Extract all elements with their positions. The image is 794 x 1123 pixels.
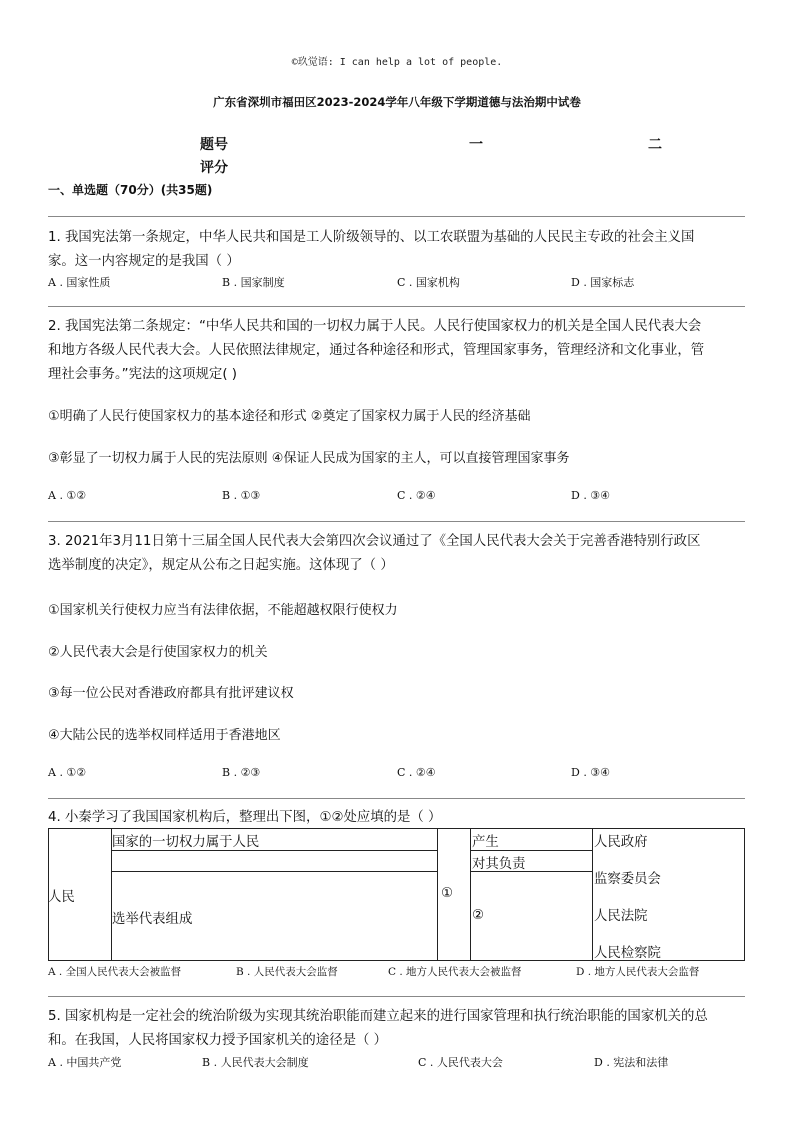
question-5-line-2: 和。在我国，人民将国家权力授予国家机关的途径是（ ）: [48, 1033, 388, 1048]
score-col-2: 二: [648, 137, 662, 153]
q5-option-c[interactable]: C . 人民代表大会: [418, 1056, 503, 1069]
diagram-divider: [111, 871, 438, 872]
q2-option-b[interactable]: B . ①③: [222, 489, 261, 502]
question-3-line-1: 3. 2021年3月11日第十三届全国人民代表大会第四次会议通过了《全国人民代表大会关于完善香港特别行政区: [48, 534, 701, 549]
diagram-responsible: 对其负责: [472, 857, 526, 872]
question-5-line-1: 5. 国家机构是一定社会的统治阶级为实现其统治职能而建立起来的进行国家管理和执行统治职能的国家机关的总: [48, 1009, 708, 1024]
q3-statement-2: ②人民代表大会是行使国家权力的机关: [48, 645, 268, 660]
question-1-line-2: 家。这一内容规定的是我国（ ）: [48, 254, 240, 269]
q4-option-a[interactable]: A . 全国人民代表大会被监督: [48, 966, 182, 978]
page-title: 广东省深圳市福田区2023-2024学年八年级下学期道德与法治期中试卷: [213, 95, 581, 109]
question-2-line-1: 2. 我国宪法第二条规定：“中华人民共和国的一切权力属于人民。人民行使国家权力的机关是全国人民代表大会: [48, 319, 702, 334]
q1-option-b[interactable]: B . 国家制度: [222, 276, 285, 289]
divider: [48, 306, 745, 307]
q3-option-b[interactable]: B . ②③: [222, 766, 261, 779]
divider: [48, 996, 745, 997]
diagram-produce: 产生: [472, 835, 499, 850]
state-organs-diagram: [48, 828, 745, 961]
question-1-stem: [48, 226, 748, 274]
diagram-divider: [470, 850, 592, 851]
q1-option-a[interactable]: A . 国家性质: [48, 276, 111, 289]
q3-option-d[interactable]: D . ③④: [571, 766, 611, 779]
q1-option-c[interactable]: C . 国家机构: [397, 276, 460, 289]
q3-statement-3: ③每一位公民对香港政府都具有批评建议权: [48, 686, 294, 701]
score-row-label-score: 评分: [200, 160, 228, 176]
q5-option-b[interactable]: B . 人民代表大会制度: [202, 1056, 309, 1069]
question-2-stem: [48, 315, 748, 387]
q3-statement-1: ①国家机关行使权力应当有法律依据，不能超越权限行使权力: [48, 603, 398, 618]
divider: [48, 521, 745, 522]
q2-option-c[interactable]: C . ②④: [397, 489, 436, 502]
diagram-divider: [438, 828, 470, 829]
q3-option-a[interactable]: A . ①②: [48, 766, 87, 779]
section-title: 一、单选题（70分）(共35题): [48, 183, 213, 197]
question-3-line-2: 选举制度的决定》，规定从公布之日起实施。这体现了（ ）: [48, 558, 394, 573]
diagram-divider: [592, 828, 593, 961]
question-4-stem: 4. 小秦学习了我国国家机构后，整理出下图，①②处应填的是（ ）: [48, 810, 442, 825]
diagram-organ-court: 人民法院: [594, 909, 648, 924]
q3-option-c[interactable]: C . ②④: [397, 766, 436, 779]
q4-option-b[interactable]: B . 人民代表大会监督: [236, 966, 338, 978]
q2-statements-1: ①明确了人民行使国家权力的基本途径和形式 ②奠定了国家权力属于人民的经济基础: [48, 409, 531, 424]
q5-option-a[interactable]: A . 中国共产党: [48, 1056, 122, 1069]
divider: [48, 798, 745, 799]
header-note: ©玖觉语: I can help a lot of people.: [291, 57, 503, 68]
question-2-line-2: 和地方各级人民代表大会。人民依照法律规定，通过各种途径和形式，管理国家事务，管理经济和文化事业，管: [48, 343, 705, 358]
diagram-organ-procuratorate: 人民检察院: [594, 946, 661, 961]
diagram-divider: [111, 850, 438, 851]
q4-option-d[interactable]: D . 地方人民代表大会监督: [576, 966, 700, 978]
question-1-line-1: 1. 我国宪法第一条规定，中华人民共和国是工人阶级领导的、以工农联盟为基础的人民民主专政的社会主义国: [48, 230, 695, 245]
q1-option-d[interactable]: D . 国家标志: [571, 276, 635, 289]
diagram-people: 人民: [48, 890, 75, 905]
q2-option-d[interactable]: D . ③④: [571, 489, 611, 502]
diagram-blank-2: ②: [472, 908, 485, 923]
diagram-organ-supervision: 监察委员会: [594, 872, 661, 887]
diagram-divider: [438, 960, 470, 961]
diagram-blank-1: ①: [441, 886, 454, 901]
divider: [48, 216, 745, 217]
q5-option-d[interactable]: D . 宪法和法律: [594, 1056, 669, 1069]
score-row-label-number: 题号: [200, 137, 228, 153]
question-2-line-3: 理社会事务。”宪法的这项规定( ): [48, 367, 238, 382]
q2-statements-2: ③彰显了一切权力属于人民的宪法原则 ④保证人民成为国家的主人，可以直接管理国家事务: [48, 451, 570, 466]
diagram-power: 国家的一切权力属于人民: [112, 835, 260, 850]
diagram-organ-government: 人民政府: [594, 835, 648, 850]
q3-statement-4: ④大陆公民的选举权同样适用于香港地区: [48, 728, 281, 743]
question-5-stem: [48, 1005, 748, 1053]
q4-option-c[interactable]: C . 地方人民代表大会被监督: [388, 966, 522, 978]
question-3-stem: [48, 530, 748, 578]
q2-option-a[interactable]: A . ①②: [48, 489, 87, 502]
diagram-elect: 选举代表组成: [112, 912, 193, 927]
score-col-1: 一: [469, 137, 483, 153]
